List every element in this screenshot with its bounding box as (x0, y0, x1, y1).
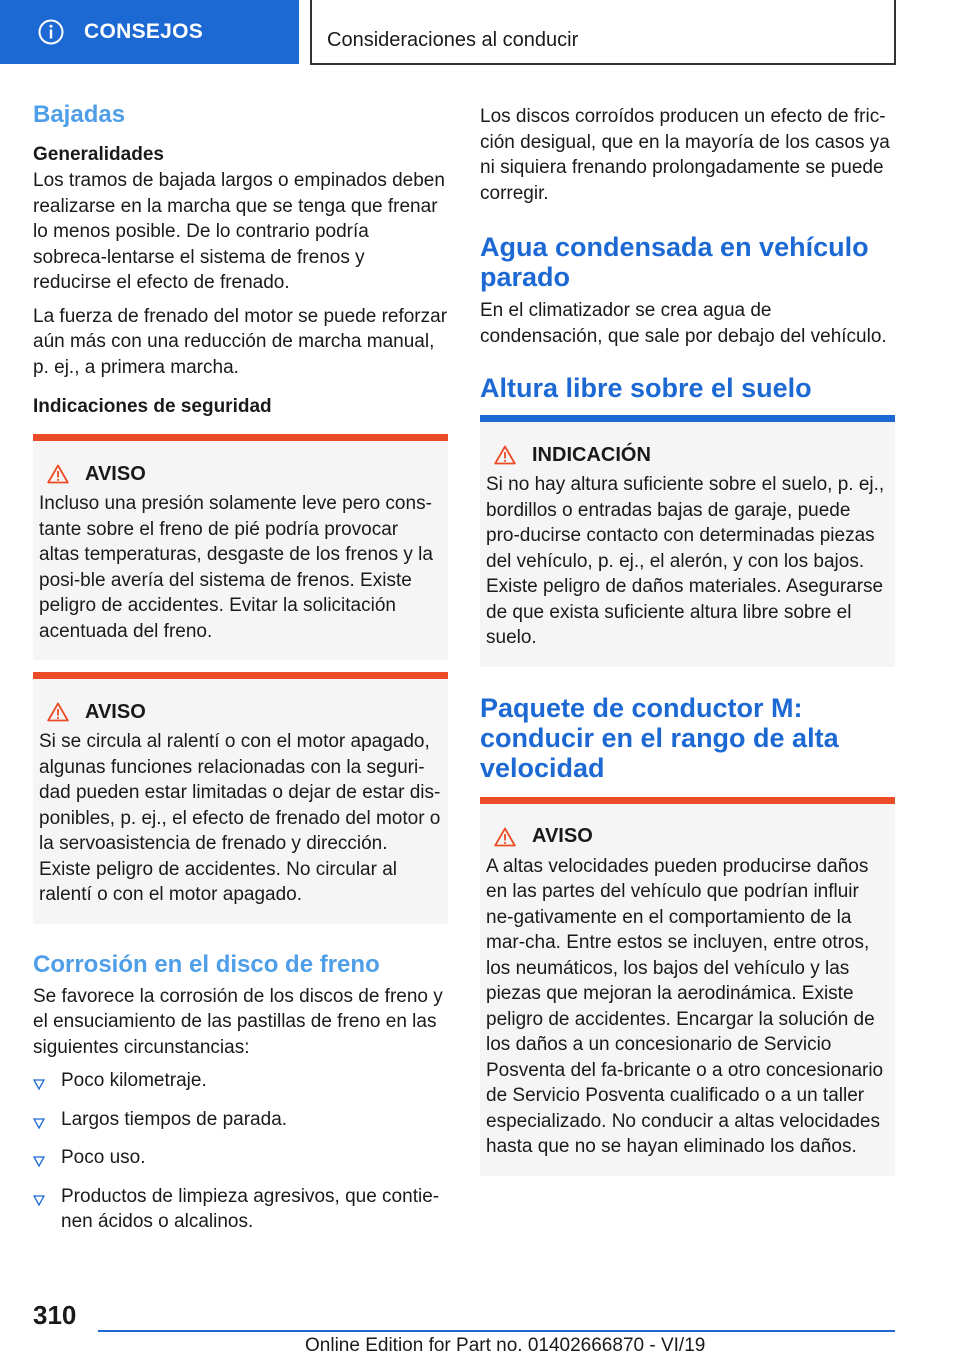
warning-triangle-icon (494, 827, 516, 847)
heading-clearance: Altura libre sobre el suelo (480, 373, 812, 403)
heading-condensation: Agua condensada en vehículo parado (480, 232, 869, 292)
warning-box-2 (33, 672, 448, 924)
section-tab-label: CONSEJOS (84, 20, 204, 43)
list-item-text: Productos de limpieza agresivos, que contie-nen ácidos o alcalinos. (61, 1185, 440, 1232)
chapter-title-box (310, 0, 896, 65)
warning-bar (480, 797, 895, 804)
chapter-title: Consideraciones al conducir (327, 29, 579, 51)
notice-title: INDICACIÓN (532, 443, 651, 466)
paragraph-corrosion-cont: Los discos corroídos producen un efecto de fric-ción desigual, que en la mayoría de los casos ya ni siquiera frenando prolongadamente se puede corregir. (480, 106, 890, 204)
warning-triangle-icon (47, 464, 69, 484)
triangle-bullet-icon (33, 1156, 45, 1168)
warning-text: Incluso una presión solamente leve pero cons-tante sobre el freno de pié podría provocar altas temperaturas, desgaste de los frenos y la posi-ble avería del sistema de frenos. Existe peligro de accidentes. Evitar la solicitación acentuada del freno. (39, 493, 433, 642)
warning-bar (33, 434, 448, 441)
list-item-text: Largos tiempos de parada. (61, 1108, 288, 1130)
triangle-bullet-icon (33, 1079, 45, 1091)
warning-box-3 (480, 797, 895, 1176)
triangle-bullet-icon (33, 1195, 45, 1207)
notice-text: Si no hay altura suficiente sobre el suelo, p. ej., bordillos o entradas bajas de garaje, puede pro-ducirse contacto con determinadas piezas del vehículo, p. ej., el alerón, y con los bajos. Existe peligro de daños materiales. Asegurarse de que exista suficiente altura libre sobre el suelo. (486, 474, 885, 648)
corrosion-list (33, 1068, 448, 1235)
right-column (480, 100, 895, 1176)
subheading-generalidades: Generalidades (33, 144, 164, 165)
section-tab (0, 0, 299, 64)
warning-triangle-icon (47, 702, 69, 722)
warning-title: AVISO (85, 700, 146, 723)
paragraph-bajadas-1: Los tramos de bajada largos o empinados deben realizarse en la marcha que se tenga que frenar lo menos posible. De lo contrario podría sobreca-lentarse el sistema de frenos y reducirse el efecto de frenado. (33, 170, 445, 293)
footer-edition: Online Edition for Part no. 01402666870 - VI/19 (305, 1335, 706, 1356)
list-item-text: Poco kilometraje. (61, 1070, 207, 1091)
info-icon (38, 19, 64, 45)
list-item (33, 1068, 448, 1099)
warning-title: AVISO (532, 825, 593, 847)
list-item-text: Poco uso. (61, 1147, 146, 1168)
warning-triangle-icon (494, 445, 516, 465)
notice-box (480, 415, 895, 667)
warning-text: Si se circula al ralentí o con el motor apagado, algunas funciones relacionadas con la seguri-dad pueden estar limitadas o dejar de estar dis-ponibles, p. ej., el efecto de frenado del motor o la servoasistencia de frenado y dirección. Existe peligro de accidentes. No circular al ralentí o con el motor apagado. (39, 731, 441, 905)
heading-bajadas: Bajadas (33, 101, 126, 128)
paragraph-corrosion-intro: Se favorece la corrosión de los discos de freno y el ensuciamiento de las pastillas de freno en las siguientes circunstancias: (33, 985, 443, 1058)
list-item (33, 1107, 448, 1138)
notice-bar (480, 415, 895, 422)
heading-mdriver: Paquete de conductor M: conducir en el rango de alta velocidad (480, 692, 839, 783)
footer-divider (98, 1330, 895, 1332)
paragraph-bajadas-2: La fuerza de frenado del motor se puede reforzar aún más con una reducción de marcha manual, p. ej., a primera marcha. (33, 305, 448, 378)
paragraph-condensation: En el climatizador se crea agua de condensación, que sale por debajo del vehículo. (480, 300, 887, 347)
heading-corrosion: Corrosión en el disco de freno (33, 950, 380, 978)
warning-title: AVISO (85, 462, 146, 485)
list-item (33, 1184, 448, 1235)
subheading-seguridad: Indicaciones de seguridad (33, 396, 272, 417)
triangle-bullet-icon (33, 1118, 45, 1130)
warning-box-1 (33, 434, 448, 660)
warning-text: A altas velocidades pueden producirse daños en las partes del vehículo que podrían influir ne-gativamente en el comportamiento de la mar-cha. Entre estos se incluyen, entre otros, los neumáticos, los bajos del vehículo y las piezas que mejoran la aerodinámica. Existe peligro de accidentes. Encargar la solución de los daños a un concesionario de Servicio Posventa del fa-bricante o a otro concesionario de Servicio Posventa cualificado o a un taller especializado. No conducir a altas velocidades hasta que no se hayan eliminado los daños. (486, 855, 884, 1157)
page-header (0, 0, 960, 66)
page-number: 310 (33, 1300, 77, 1330)
list-item (33, 1145, 448, 1176)
left-column (33, 100, 448, 1243)
warning-bar (33, 672, 448, 679)
